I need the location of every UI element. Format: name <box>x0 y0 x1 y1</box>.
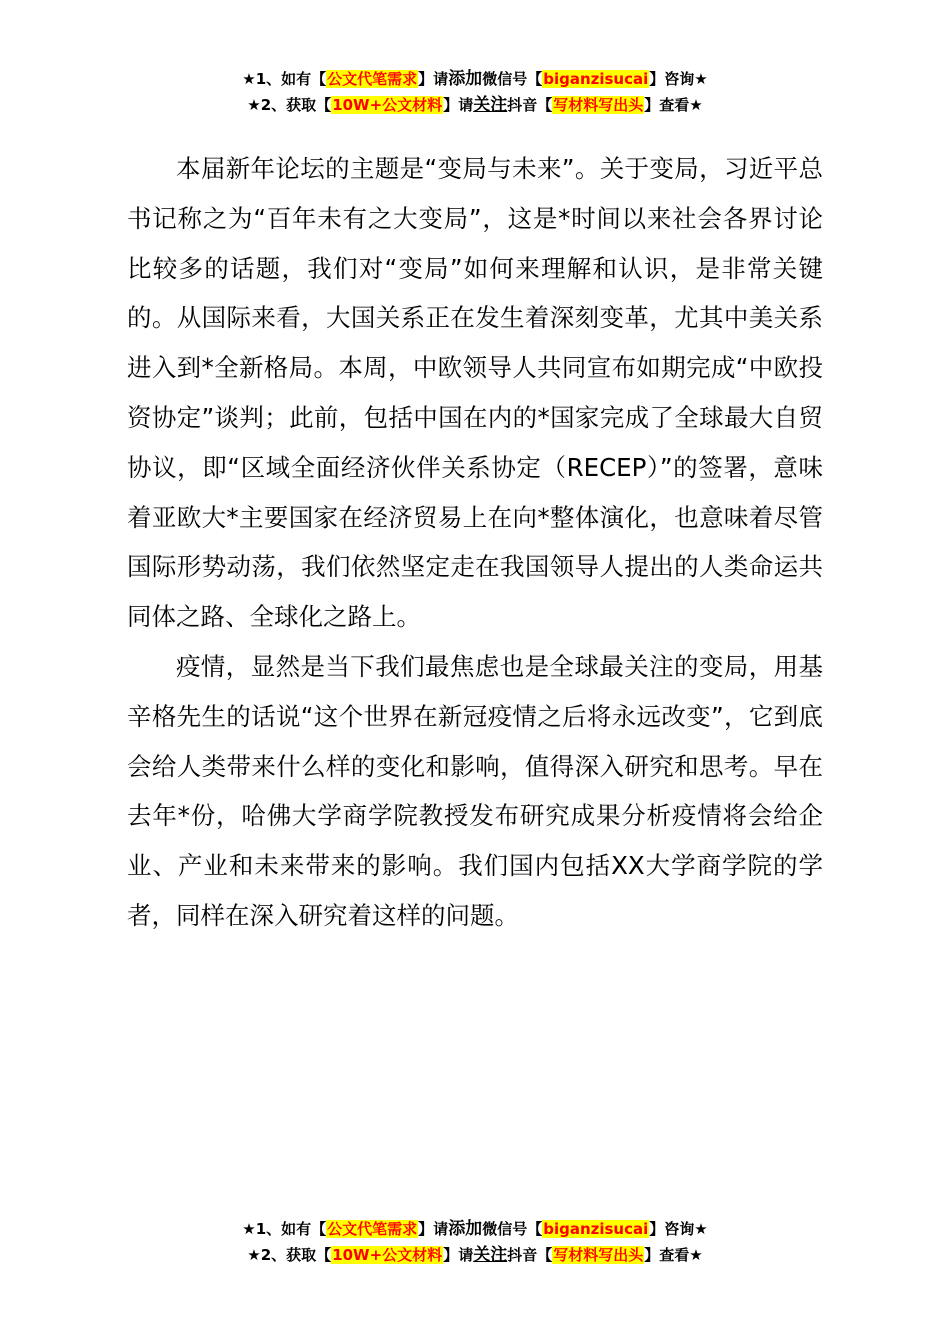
document-body <box>127 144 823 941</box>
banner-line-2 <box>0 1242 950 1268</box>
footer-banner <box>0 1216 950 1268</box>
banner-line-1 <box>0 1216 950 1242</box>
banner-text: ★1、如有【 <box>242 70 327 88</box>
banner-text: 】查看★ <box>644 96 703 114</box>
paragraph-1: 本届新年论坛的主题是“变局与未来”。关于变局，习近平总书记称之为“百年未有之大变局”，这是*时间以来社会各界讨论比较多的话题，我们对“变局”如何来理解和认识，是非常关键的。从国际来看，大国关系正在发生着深刻变革，尤其中美关系进入到*全新格局。本周，中欧领导人共同宣布如期完成“中欧投资协定”谈判；此前，包括中国在内的*国家完成了全球最大自贸协议，即“区域全面经济伙伴关系协定（RECEP）”的签署，意味着亚欧大*主要国家在经济贸易上在向*整体演化，也意味着尽管国际形势动荡，我们依然坚定走在我国领导人提出的人类命运共同体之路、全球化之路上。 <box>127 154 823 632</box>
highlight-wechat-id: biganzisucai <box>543 70 649 88</box>
banner-text: 】咨询★ <box>649 1220 708 1238</box>
highlight-materials: 10W+公文材料 <box>332 96 443 114</box>
banner-text: 微信号【 <box>482 1220 543 1238</box>
highlight-service: 公文代笔需求 <box>327 1220 418 1238</box>
highlight-service: 公文代笔需求 <box>327 70 418 88</box>
highlight-douyin-id: 写材料写出头 <box>553 1246 644 1264</box>
banner-emphasis: 添加 <box>448 1219 483 1239</box>
banner-emphasis: 关注 <box>473 95 508 115</box>
banner-text: 】咨询★ <box>649 70 708 88</box>
banner-text: 】请 <box>443 1246 474 1264</box>
highlight-wechat-id: biganzisucai <box>543 1220 649 1238</box>
banner-text: ★1、如有【 <box>242 1220 327 1238</box>
banner-text: ★2、获取【 <box>247 1246 332 1264</box>
banner-text: 微信号【 <box>482 70 543 88</box>
banner-line-2 <box>0 92 950 118</box>
banner-text: 抖音【 <box>507 1246 553 1264</box>
banner-text: 】请 <box>418 1220 449 1238</box>
header-banner <box>0 66 950 118</box>
banner-emphasis: 关注 <box>473 1245 508 1265</box>
banner-emphasis: 添加 <box>448 69 483 89</box>
banner-text: 】请 <box>443 96 474 114</box>
banner-line-1 <box>0 66 950 92</box>
highlight-douyin-id: 写材料写出头 <box>553 96 644 114</box>
banner-text: 抖音【 <box>507 96 553 114</box>
paragraph-2: 疫情，显然是当下我们最焦虑也是全球最关注的变局，用基辛格先生的话说“这个世界在新冠疫情之后将永远改变”，它到底会给人类带来什么样的变化和影响，值得深入研究和思考。早在去年*份，哈佛大学商学院教授发布研究成果分析疫情将会给企业、产业和未来带来的影响。我们国内包括XX大学商学院的学者，同样在深入研究着这样的问题。 <box>127 651 823 930</box>
banner-text: 】请 <box>418 70 449 88</box>
banner-text: ★2、获取【 <box>247 96 332 114</box>
highlight-materials: 10W+公文材料 <box>332 1246 443 1264</box>
banner-text: 】查看★ <box>644 1246 703 1264</box>
